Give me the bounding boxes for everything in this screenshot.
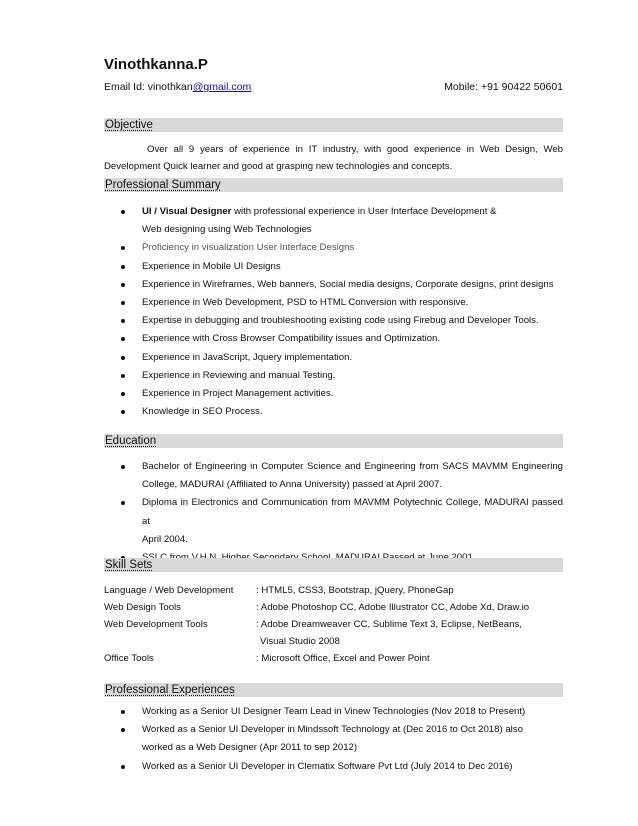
list-item-text: Worked as a Senior UI Developer in Clematix Software Pvt Ltd (July 2014 to Dec 2016) [142, 760, 513, 772]
skills-header [104, 558, 563, 572]
objective-line: Over all 9 years of experience in IT industry, with good experience in Web Design, Web [147, 144, 563, 155]
section-title: Skill Sets [105, 559, 153, 571]
objective-header [104, 118, 563, 132]
list-item-text: Experience in Mobile UI Designs [142, 260, 281, 272]
list-item-text: Web designing using Web Technologies [142, 224, 312, 236]
list-item-text: Worked as a Senior UI Developer in Mindssoft Technology at (Dec 2016 to Oct 2018) also [142, 724, 523, 736]
bullet-icon [121, 356, 125, 360]
objective-line: Development Quick learner and good at grasping new technologies and concepts. [104, 161, 453, 172]
list-item-text: worked as a Web Designer (Apr 2011 to sep 2012) [142, 742, 358, 754]
list-item-text: Diploma in Electronics and Communication from MAVMM Polytechnic College, MADURAI passed at [142, 497, 563, 527]
role-title: UI / Visual Designer [142, 206, 232, 217]
list-item [104, 239, 563, 257]
bullet-icon [121, 501, 125, 505]
candidate-name: Vinothkanna.P [104, 56, 208, 73]
experience-list [104, 703, 563, 776]
list-item-text: College, MADURAI (Affiliated to Anna University) passed at April 2007. [142, 479, 443, 491]
list-item-text: Bachelor of Engineering in Computer Science and Engineering from SACS MAVMM Engineering [142, 461, 563, 472]
bullet-icon [121, 301, 125, 305]
list-item [104, 330, 563, 348]
skill-category: Web Design Tools [104, 602, 181, 613]
list-item-text: Knowledge in SEO Process. [142, 406, 263, 418]
list-item [104, 494, 563, 549]
education-list [104, 458, 563, 567]
list-item [104, 403, 563, 421]
skill-category: Web Development Tools [104, 619, 208, 630]
bullet-icon [121, 283, 125, 287]
mobile-number: Mobile: +91 90422 50601 [444, 81, 563, 93]
email-line [104, 81, 251, 93]
bullet-icon [121, 410, 125, 414]
bullet-icon [121, 319, 125, 323]
email-link[interactable]: @gmail.com [192, 81, 252, 93]
list-item [104, 312, 563, 330]
skill-values: : Adobe Dreamweaver CC, Sublime Text 3, Eclipse, NetBeans, [256, 619, 522, 630]
bullet-icon [121, 337, 125, 341]
experience-header [104, 683, 563, 697]
bullet-icon [121, 265, 125, 269]
list-item-text: Experience in Project Management activities. [142, 388, 334, 400]
section-title: Professional Experiences [105, 684, 235, 696]
bullet-icon [121, 210, 125, 214]
list-item-text: Working as a Senior UI Designer Team Lead in Vinew Technologies (Nov 2018 to Present) [142, 706, 526, 717]
list-item [104, 258, 563, 276]
section-title: Professional Summary [105, 179, 221, 191]
skill-row [104, 582, 563, 599]
bullet-icon [121, 392, 125, 396]
bullet-icon [121, 374, 125, 378]
list-item-text: Experience in Reviewing and manual Testing. [142, 369, 336, 381]
list-item [104, 721, 563, 757]
list-item [104, 349, 563, 367]
list-item [104, 458, 563, 494]
list-item-text: Experience in Wireframes, Web banners, Social media designs, Corporate designs, print designs [142, 278, 554, 290]
skill-values: : Microsoft Office, Excel and Power Point [256, 653, 430, 664]
skill-values: : HTML5, CSS3, Bootstrap, jQuery, PhoneGap [256, 585, 454, 596]
summary-list [104, 203, 563, 421]
objective-text [104, 141, 563, 175]
list-item [104, 294, 563, 312]
list-item-text: Proficiency in visualization User Interface Designs [142, 242, 355, 254]
summary-header [104, 178, 563, 192]
skill-row [104, 650, 563, 667]
section-title: Objective [105, 119, 153, 131]
list-item-text: Experience in Web Development, PSD to HTML Conversion with responsive. [142, 297, 469, 309]
skills-table [104, 582, 563, 667]
skill-row [104, 599, 563, 616]
list-item-text: Experience in JavaScript, Jquery implementation. [142, 351, 353, 363]
list-item-text: April 2004. [142, 533, 188, 545]
list-item [104, 367, 563, 385]
bullet-icon [121, 765, 125, 769]
list-item [104, 385, 563, 403]
list-item [104, 203, 563, 239]
education-header [104, 434, 563, 448]
bullet-icon [121, 246, 125, 250]
skill-row [104, 616, 563, 650]
section-title: Education [105, 435, 157, 447]
email-prefix: Email Id: vinothkan [104, 81, 193, 93]
list-item-text: Experience with Cross Browser Compatibility issues and Optimization. [142, 333, 441, 345]
list-item [104, 703, 563, 721]
skill-values: : Adobe Photoshop CC, Adobe Illustrator CC, Adobe Xd, Draw.io [256, 602, 530, 613]
bullet-icon [121, 465, 125, 469]
bullet-icon [121, 710, 125, 714]
skill-category: Language / Web Development [104, 585, 234, 596]
list-item-text: Expertise in debugging and troubleshooting existing code using Firebug and Developer Tools. [142, 315, 539, 327]
skill-category: Office Tools [104, 653, 154, 664]
list-item-text: with professional experience in User Interface Development & [231, 206, 497, 217]
skill-values-continued: Visual Studio 2008 [260, 636, 340, 647]
list-item [104, 276, 563, 294]
bullet-icon [121, 728, 125, 732]
list-item [104, 758, 563, 776]
